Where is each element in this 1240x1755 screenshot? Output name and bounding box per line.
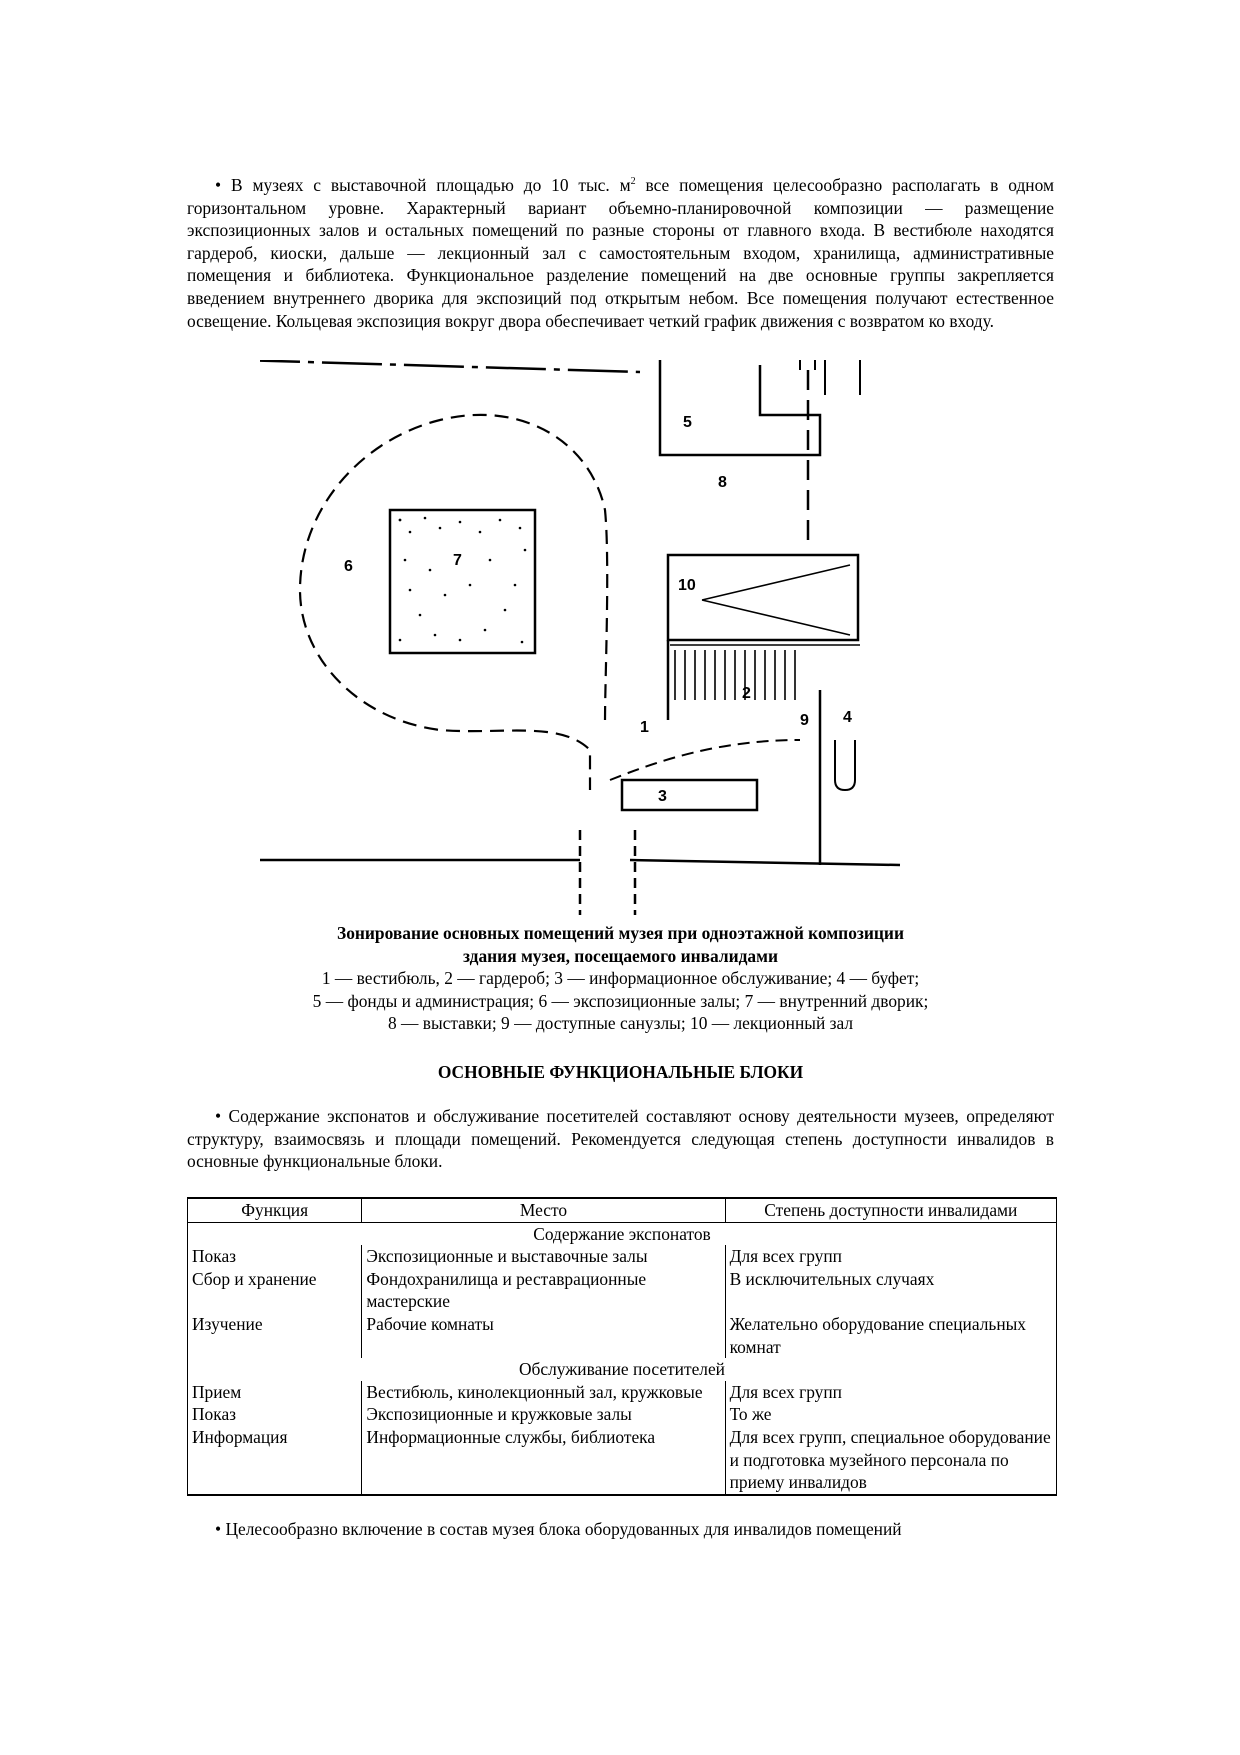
caption-legend-line1: 1 — вестибюль, 2 — гардероб; 3 — информационное обслуживание; 4 — буфет; [321,968,920,988]
cell-place: Фондохранилища и реставрационные мастерские [362,1268,725,1313]
table-row [188,1268,1057,1313]
lecture-hall-10 [668,555,858,640]
table-group-row [188,1358,1057,1381]
circulation-route [300,415,607,790]
cell-access: Желательно оборудование специальных комнат [725,1313,1056,1358]
bullet: • [215,1519,222,1539]
group-title: Обслуживание посетителей [188,1358,1057,1381]
cell-place: Рабочие комнаты [362,1313,725,1358]
cell-access: Для всех групп, специальное оборудование и подготовка музейного персонала по приему инвалидов [725,1426,1056,1495]
label-7: 7 [453,552,462,569]
cell-access: Для всех групп [725,1381,1056,1404]
cell-place: Вестибюль, кинолекционный зал, кружковые [362,1381,725,1404]
header-function: Функция [188,1198,362,1222]
header-place: Место [362,1198,725,1222]
label-4: 4 [843,709,852,726]
cell-place: Экспозиционные и выставочные залы [362,1245,725,1268]
closing-paragraph [187,1518,1054,1541]
table-row [188,1245,1057,1268]
cell-access: В исключительных случаях [725,1268,1056,1313]
label-2: 2 [742,685,751,702]
table-group-row [188,1222,1057,1245]
cell-function: Прием [188,1381,362,1404]
superscript: 2 [630,176,636,188]
label-10: 10 [678,577,696,594]
lecture-hall-seats [670,645,860,700]
buffet-4-counter [835,740,855,790]
closing-text: Целесообразно включение в состав музея блока оборудованных для инвалидов помещений [225,1519,902,1539]
section-heading: ОСНОВНЫЕ ФУНКЦИОНАЛЬНЫЕ БЛОКИ [437,1062,804,1082]
group-title: Содержание экспонатов [188,1222,1057,1245]
courtyard-7 [390,510,535,653]
table-row [188,1403,1057,1426]
cell-function: Сбор и хранение [188,1268,362,1313]
functional-blocks-table [187,1197,1057,1496]
cell-function: Показ [188,1403,362,1426]
table-row [188,1313,1057,1358]
cell-access: Для всех групп [725,1245,1056,1268]
museum-floor-plan [260,360,1000,920]
label-6: 6 [344,558,353,575]
table-row [188,1426,1057,1495]
figure-caption-legend [187,967,1054,1035]
wall-block-5 [660,360,820,455]
table-header-row [188,1198,1057,1222]
intro-text-b: все помещения целесообразно располагать в одном горизонтальном уровне. Характерный вариант объемно-планировочной композиции — размещение экспозиционных залов и остальных помещений по разные стороны от главного входа. В вестибюле находятся гардероб, киоски, дальше — лекционный зал с самостоятельным входом, хранилища, административные помещения и библиотека. Функциональное разделение помещений на две основные группы закрепляется введением внутреннего дворика для экспозиций под открытым небом. Все помещения получают естественное освещение. Кольцевая экспозиция вокруг двора обеспечивает четкий график движения с возвратом ко входу. [187,175,1054,331]
bullet: • [215,175,222,195]
label-3: 3 [658,788,667,805]
intro-text-a: В музеях с выставочной площадью до 10 тыс. м [230,175,631,195]
figure-caption-title [187,922,1054,967]
header-access: Степень доступности инвалидами [725,1198,1056,1222]
outer-wall-north [260,360,640,372]
cell-place: Экспозиционные и кружковые залы [362,1403,725,1426]
caption-legend-line3: 8 — выставки; 9 — доступные санузлы; 10 — лекционный зал [387,1013,854,1034]
info-desk-3 [622,780,757,810]
lecture-hall-cone [702,565,850,635]
cell-function: Показ [188,1245,362,1268]
table-row [188,1381,1057,1404]
route-to-services [610,740,800,780]
cell-function: Информация [188,1426,362,1495]
entrance-walls [580,830,635,915]
label-5: 5 [683,414,692,431]
caption-title-line1: Зонирование основных помещений музея при одноэтажной композиции [337,923,904,943]
courtyard-stipple [399,517,527,644]
outer-wall-south-east [630,860,900,865]
caption-title-line2: здания музея, посещаемого инвалидами [462,945,778,966]
bullet: • [215,1106,222,1126]
cell-place: Информационные службы, библиотека [362,1426,725,1495]
cell-access: То же [725,1403,1056,1426]
section-paragraph [187,1105,1054,1173]
label-1: 1 [640,719,649,736]
section-paragraph-text: Содержание экспонатов и обслуживание посетителей составляют основу деятельности музеев, определяют структуру, взаимосвязь и площади помещений. Рекомендуется следующая степень доступности инвалидов в основные функциональные блоки. [187,1106,1054,1172]
caption-legend-line2: 5 — фонды и администрация; 6 — экспозиционные залы; 7 — внутренний дворик; [312,990,929,1011]
cell-function: Изучение [188,1313,362,1358]
label-9: 9 [800,712,809,729]
intro-paragraph [187,174,1054,332]
label-8: 8 [718,474,727,491]
